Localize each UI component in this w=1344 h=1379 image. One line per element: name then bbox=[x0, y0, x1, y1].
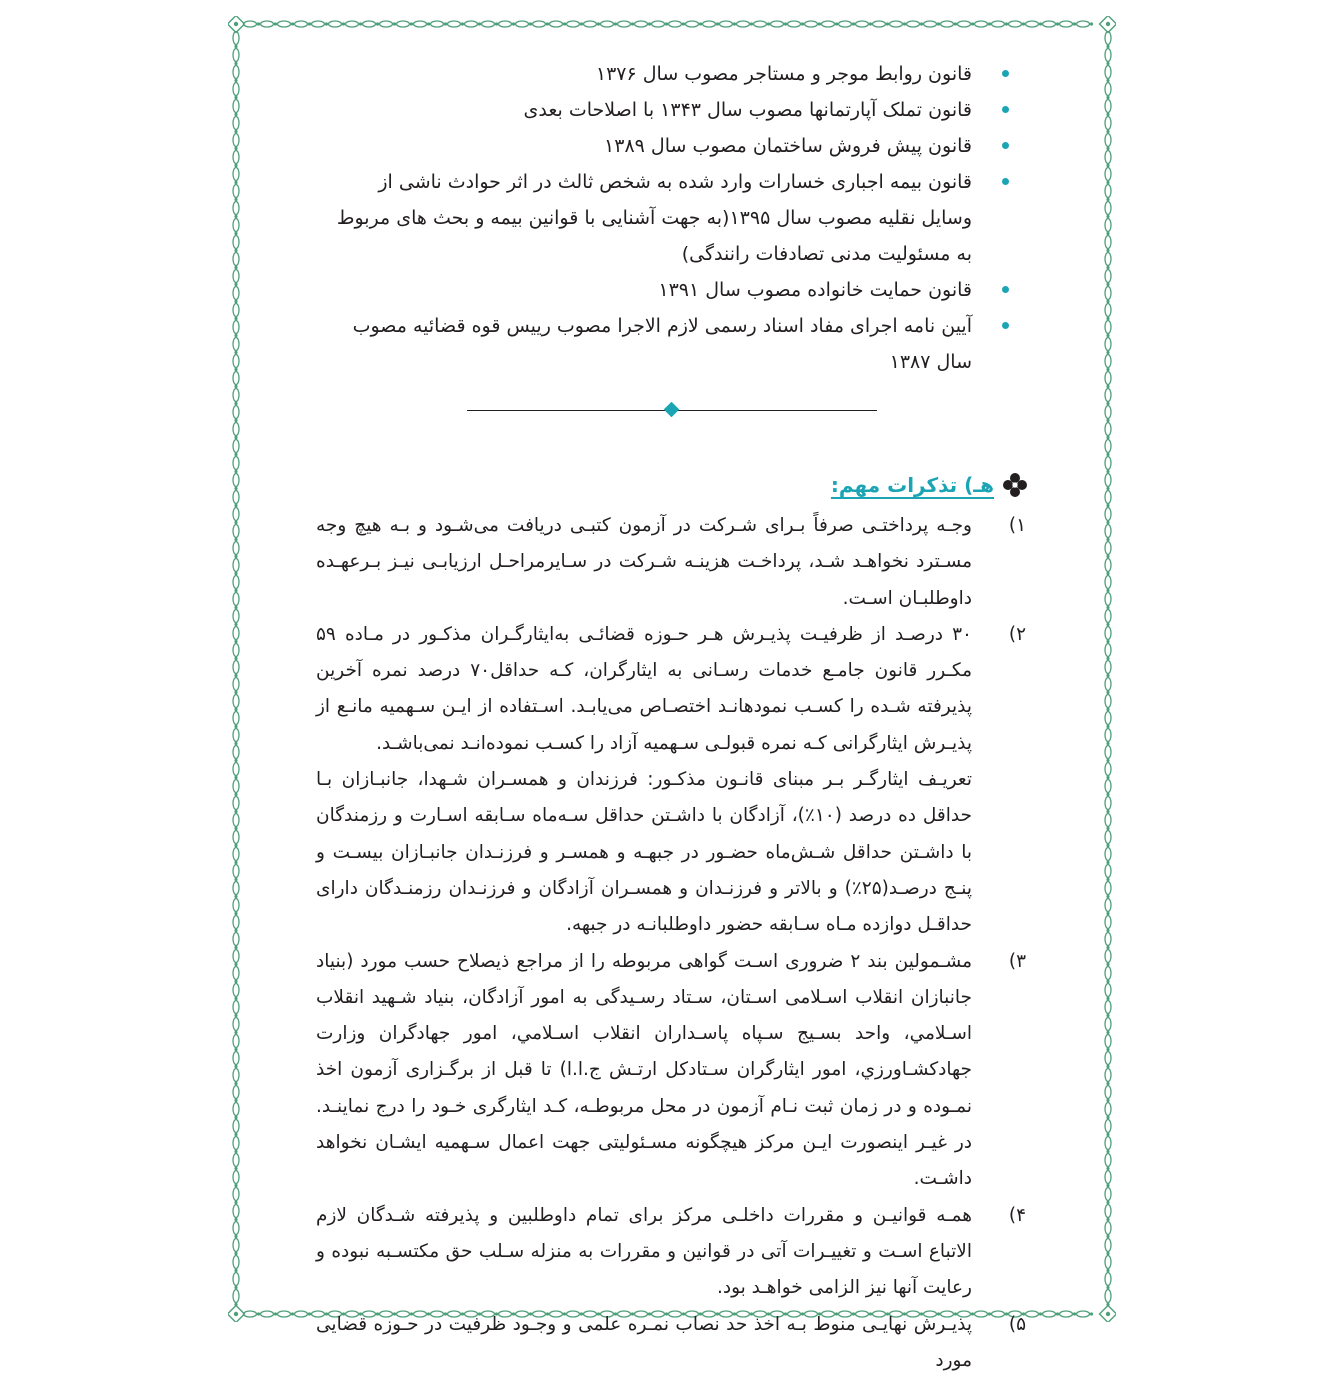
list-item: قانون حمایت خانواده مصوب سال ۱۳۹۱ bbox=[324, 272, 1024, 308]
note-item bbox=[316, 1307, 1026, 1379]
note-number: ۵) bbox=[1008, 1313, 1026, 1335]
notes-list bbox=[316, 508, 1026, 1379]
diamond-icon bbox=[664, 402, 680, 418]
note-text: وجـه پرداختـی صرفاً بـرای شـرکت در آزمون کتبـی دریافت می‌شـود و بـه هیچ وجه مسـترد نخواهـد شـد، پرداخـت هزینـه شـرکت در سـایرمراحـل ارزیابـی نیـز بـرعهـده داوطلبـان اسـت. bbox=[316, 515, 972, 609]
list-item: قانون روابط موجر و مستاجر مصوب سال ۱۳۷۶ bbox=[324, 56, 1024, 92]
bullet-icon bbox=[1002, 178, 1009, 185]
bullet-icon bbox=[1002, 70, 1009, 77]
bullet-icon bbox=[1002, 286, 1009, 293]
note-item bbox=[316, 508, 1026, 617]
list-item: قانون پیش فروش ساختمان مصوب سال ۱۳۸۹ bbox=[324, 128, 1024, 164]
bullet-icon bbox=[1002, 322, 1009, 329]
bullet-icon bbox=[1002, 142, 1009, 149]
note-number: ۴) bbox=[1008, 1204, 1026, 1226]
section-heading bbox=[831, 472, 1028, 498]
law-list bbox=[324, 56, 1024, 380]
list-item: قانون تملک آپارتمانها مصوب سال ۱۳۴۳ با اصلاحات بعدی bbox=[324, 92, 1024, 128]
note-text: همـه قوانیـن و مقررات داخلـی مرکز برای تمام داوطلبین و پذیرفته شـدگان لازم الاتباع اسـت و تغییـرات آتی در قوانین و مقررات به منزله سـلب حق مکتسـبه نبوده و رعایت آنها نیز الزامی خواهـد بود. bbox=[316, 1204, 972, 1299]
section-divider bbox=[467, 404, 877, 418]
note-number: ۱) bbox=[1008, 515, 1026, 536]
list-item: آیین نامه اجرای مفاد اسناد رسمی لازم الاجرا مصوب رییس قوه قضائیه مصوب سال ۱۳۸۷ bbox=[324, 308, 1024, 380]
note-item bbox=[316, 617, 1026, 944]
flower-icon bbox=[1002, 472, 1028, 498]
note-item bbox=[316, 1198, 1026, 1307]
note-number: ۳) bbox=[1008, 950, 1026, 972]
note-text: ۳۰ درصـد از ظرفیـت پذیـرش هـر حـوزه قضائـی به‌ایثارگـران مذکـور در مـاده ۵۹ مکـرر قانون جامـع خدمات رسـانی به ایثارگران، کـه حداقل۷۰ درصد نمره آخرین پذیرفته شـده را کسـب نمودهانـد اختصـاص می‌یابـد. اسـتفاده از ایـن سـهمیه مانـع از پذیـرش ایثارگرانی کـه نمره قبولـی سـهمیه آزاد را کسـب نموده‌انـد نمی‌باشـد. bbox=[316, 623, 972, 754]
note-item bbox=[316, 944, 1026, 1198]
note-text: پذیـرش نهایـی منوط بـه اخذ حد نصاب نمـره علمی و وجـود ظرفیت در حـوزه قضایی مورد bbox=[316, 1313, 972, 1371]
note-text: تعریـف ایثارگـر بـر مبنای قانـون مذکـور: فرزندان و همسـران شـهدا، جانبـازان بـا حداقل ده درصد (۱۰٪)، آزادگان با داشـتن حداقل سـه‌ماه سـابقه اسـارت و رزمندگان با داشـتن حداقل شـش‌ماه حضـور در جبهـه و همسـر و فرزنـدان جانبـازان بیسـت و پنـج درصـد(۲۵٪) و بالاتر و فرزنـدان و همسـران آزادگان و فرزنـدان رزمنـدگان دارای حداقـل دوازده مـاه سـابقه حضور داوطلبانـه در جبهه. bbox=[316, 769, 972, 936]
bullet-icon bbox=[1002, 106, 1009, 113]
section-title: هـ) تذکرات مهم: bbox=[830, 473, 994, 497]
note-number: ۲) bbox=[1008, 623, 1026, 645]
note-text: مشـمولین بند ۲ ضروری اسـت گواهی مربوطه را از مراجع ذیصلاح حسب مورد (بنیاد جانبازان انقلاب اسـلامی اسـتان، سـتاد رسـیدگی به امور آزادگان، بنیاد شـهید انقلاب اسـلامي، واحد بسـیج سـپاه پاسـداران انقلاب اسـلامي، امور جهادگران وزارت جهادكشـاورزي، امور ايثارگران سـتادکل ارتـش ج.ا.ا) تا قبل از برگـزاری آزمون اخذ نمـوده و در زمان ثبت نـام آزمون در محل مربوطـه، کـد ایثارگری خـود را درج نماینـد. در غیـر اینصورت ایـن مرکز هیچگونه مسـئولیتی جهت اعمال سـهمیه ایشـان نخواهد داشـت. bbox=[316, 950, 972, 1190]
list-item: قانون بیمه اجباری خسارات وارد شده به شخص ثالث در اثر حوادث ناشی از وسایل نقلیه مصوب سال ۱۳۹۵(به جهت آشنایی با قوانین بیمه و بحث های مربوط به مسئولیت مدنی تصادفات رانندگی) bbox=[324, 164, 1024, 272]
